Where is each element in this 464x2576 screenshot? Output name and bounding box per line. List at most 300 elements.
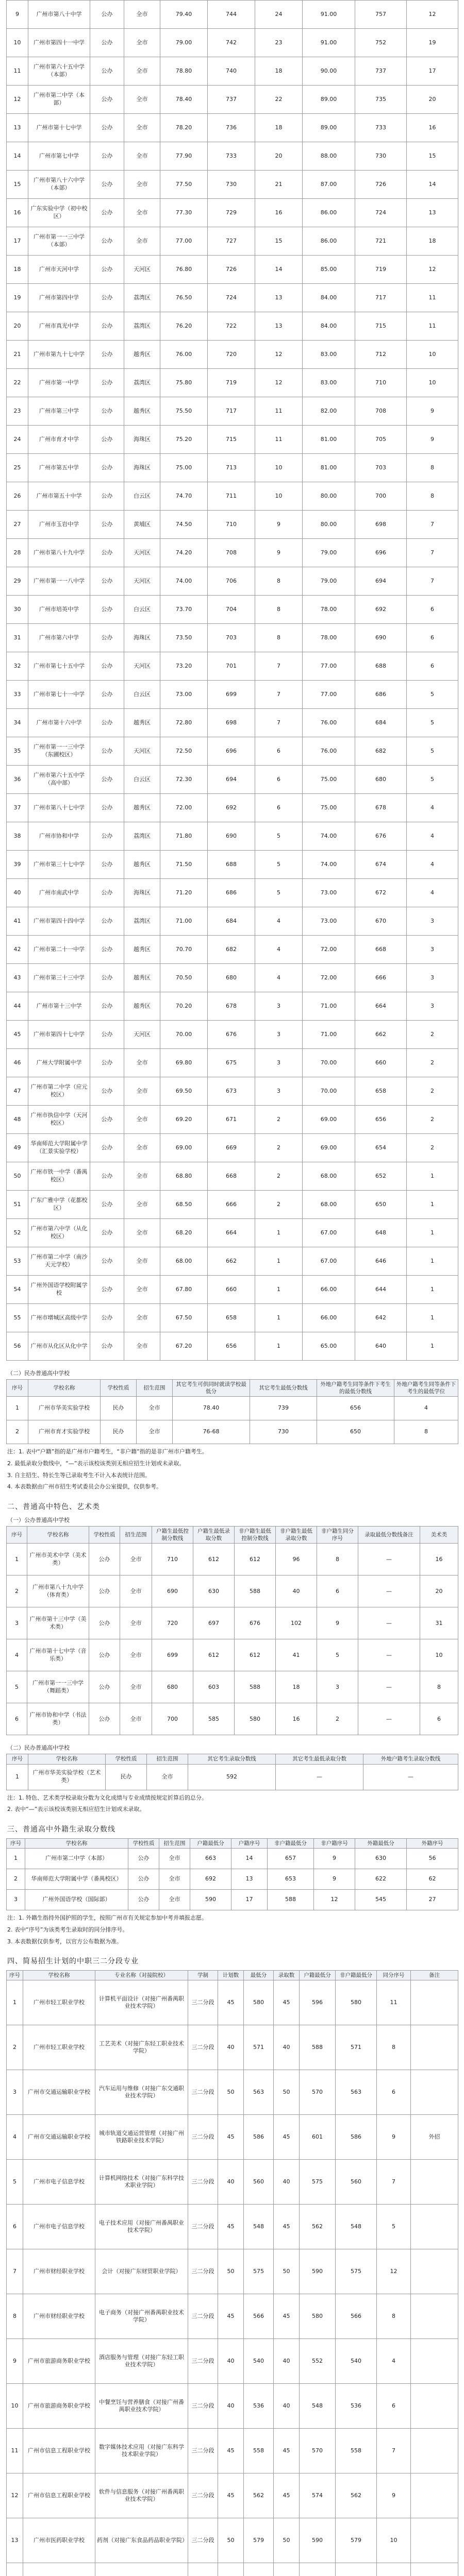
private-row-cell-0: 1 xyxy=(7,1397,28,1420)
arts-row xyxy=(7,1639,458,1671)
note-line: 注：1. 表中“户籍”指的是广州市户籍考生，“非户籍”指的是非广州市户籍考生。 xyxy=(7,1448,208,1455)
table-row-cell-6: 9 xyxy=(255,539,303,567)
table-row-cell-7: 79.00 xyxy=(303,539,355,567)
table-row-cell-6: 23 xyxy=(255,29,303,57)
table-row-cell-7: 88.00 xyxy=(303,142,355,171)
table-row-cell-1: 华南师范大学附属中学（汇景实验学校） xyxy=(28,1134,90,1162)
vocational-row-cell-3: 三二分段 xyxy=(188,2294,218,2339)
vocational-row-cell-10 xyxy=(411,1980,458,2025)
table-row-cell-9: 3 xyxy=(407,936,458,964)
table-row-cell-3: 全市 xyxy=(124,171,160,199)
private-section-title: （二）民办普通高中学校 xyxy=(7,1370,70,1377)
table-row-cell-4: 75.20 xyxy=(160,426,208,454)
table-row-cell-5: 724 xyxy=(208,284,255,312)
arts-row-cell-1: 广州市第八十九中学（体育类） xyxy=(27,1575,89,1607)
table-row-cell-1: 广州市第一中学 xyxy=(28,369,90,397)
arts-row-cell-8: 8 xyxy=(317,1544,358,1575)
table-row-cell-1: 广州市第七十五中学 xyxy=(28,652,90,681)
table-row-cell-8: 730 xyxy=(355,142,407,171)
table-row-cell-0: 47 xyxy=(7,1077,28,1106)
table-row-cell-8: 640 xyxy=(355,1332,407,1361)
arts-row-cell-6: 612 xyxy=(235,1544,276,1575)
table-row-cell-3: 全市 xyxy=(124,142,160,171)
arts-row-cell-1: 广州市第十三中学（美术类） xyxy=(27,1607,89,1639)
table-row-cell-6: 2 xyxy=(255,1134,303,1162)
table-row-cell-9: 7 xyxy=(407,567,458,596)
table-row-cell-0: 33 xyxy=(7,681,28,709)
arts-row-cell-4: 680 xyxy=(152,1671,193,1703)
table-row-cell-9: 5 xyxy=(407,709,458,737)
foreign-row-cell-0: 1 xyxy=(7,1849,25,1869)
table-row-cell-8: 708 xyxy=(355,397,407,426)
table-row xyxy=(7,1,458,29)
table-row-cell-6: 3 xyxy=(255,1021,303,1049)
table-row-cell-2: 公办 xyxy=(90,142,124,171)
table-row-cell-9: 18 xyxy=(407,227,458,256)
foreign-row-cell-1: 广州外国语学校（国际部） xyxy=(25,1890,128,1910)
table-row-cell-7: 87.00 xyxy=(303,171,355,199)
table-row-cell-6: 20 xyxy=(255,142,303,171)
vocational-row-cell-10 xyxy=(411,2294,458,2339)
table-row-cell-6: 3 xyxy=(255,992,303,1021)
table-row-cell-3: 全市 xyxy=(124,57,160,86)
arts-row-cell-3: 全市 xyxy=(120,1607,152,1639)
table-row-cell-9: 9 xyxy=(407,426,458,454)
table-row-cell-5: 699 xyxy=(208,681,255,709)
arts-row-cell-5: 697 xyxy=(193,1607,235,1639)
table-row-cell-0: 31 xyxy=(7,624,28,652)
table-row-cell-3: 荔湾区 xyxy=(124,312,160,341)
table-row-cell-7: 81.00 xyxy=(303,454,355,482)
vocational-row-cell-3: 三二分段 xyxy=(188,2249,218,2294)
table-row-cell-5: 713 xyxy=(208,454,255,482)
vocational-row-cell-1: 广州市旅游商务职业学校 xyxy=(23,2339,95,2384)
vocational-row xyxy=(7,2070,458,2115)
table-row-cell-4: 70.50 xyxy=(160,964,208,992)
table-row-cell-8: 690 xyxy=(355,624,407,652)
table-row-cell-4: 74.00 xyxy=(160,567,208,596)
vocational-row-cell-0: 4 xyxy=(7,2115,23,2160)
table-row-cell-4: 68.20 xyxy=(160,1219,208,1247)
table-row xyxy=(7,482,458,511)
vocational-row-cell-9: 5 xyxy=(377,2205,411,2249)
vocational-row-cell-2: 数字媒体技术应用（对接广东科学技术职业学院） xyxy=(95,2429,188,2473)
table-row xyxy=(7,1049,458,1077)
table-row-cell-5: 729 xyxy=(208,199,255,227)
table-row-cell-0: 52 xyxy=(7,1219,28,1247)
table-row-cell-3: 全市 xyxy=(124,1049,160,1077)
table-row-cell-7: 72.00 xyxy=(303,964,355,992)
vocational-row-cell-5: 560 xyxy=(244,2160,274,2205)
table-row-cell-9: 11 xyxy=(407,312,458,341)
table-row-cell-8: 666 xyxy=(355,964,407,992)
table-row xyxy=(7,511,458,539)
vocational-row-cell-4: 50 xyxy=(218,2518,244,2563)
arts-row-cell-2: 公办 xyxy=(89,1639,120,1671)
table-row-cell-6: 22 xyxy=(255,86,303,114)
arts-row-cell-9: — xyxy=(358,1703,420,1735)
foreign-row-cell-6: 653 xyxy=(268,1869,314,1890)
vocational-row-cell-10 xyxy=(411,2339,458,2384)
table-row-cell-7: 91.00 xyxy=(303,29,355,57)
table-row-cell-3: 越秀区 xyxy=(124,851,160,879)
table-row-cell-2: 公办 xyxy=(90,879,124,907)
table-row-cell-8: 658 xyxy=(355,1077,407,1106)
vocational-row-cell-2 xyxy=(95,2563,188,2576)
table-row-cell-5: 658 xyxy=(208,1304,255,1332)
vocational-row-cell-2: 工艺美术（对接广东轻工职业技术学院） xyxy=(95,2025,188,2070)
vocational-row-cell-5: 571 xyxy=(244,2025,274,2070)
table-row-cell-2: 公办 xyxy=(90,1332,124,1361)
vocational-row-cell-5: 548 xyxy=(244,2205,274,2249)
vocational-row-cell-10 xyxy=(411,2429,458,2473)
table-row-cell-4: 67.50 xyxy=(160,1304,208,1332)
table-row-cell-4: 73.00 xyxy=(160,681,208,709)
table-row-cell-7: 81.00 xyxy=(303,426,355,454)
table-row-cell-5: 727 xyxy=(208,227,255,256)
table-row-cell-2: 公办 xyxy=(90,1304,124,1332)
table-row-cell-9: 1 xyxy=(407,1191,458,1219)
table-row-cell-6: 8 xyxy=(255,596,303,624)
table-row-cell-4: 68.00 xyxy=(160,1247,208,1276)
vocational-row-cell-1: 广州市财经职业学校 xyxy=(23,2294,95,2339)
foreign-row-cell-5: 14 xyxy=(231,1849,268,1869)
table-row-cell-1: 广州市第八十中学 xyxy=(28,1,90,29)
table-row-cell-2: 公办 xyxy=(90,1134,124,1162)
vocational-row-cell-9: 6 xyxy=(377,2384,411,2429)
vocational-row-cell-2: 电子商务（对接广州番禺职业技术学院） xyxy=(95,2294,188,2339)
table-row-cell-6: 13 xyxy=(255,312,303,341)
table-row-cell-1: 广州市第七十一中学 xyxy=(28,681,90,709)
foreign-row-cell-9: 56 xyxy=(407,1849,458,1869)
vocational-row xyxy=(7,2429,458,2473)
foreign-row-cell-1: 华南师范大学附属中学（番禺校区） xyxy=(25,1869,128,1890)
table-row-cell-8: 670 xyxy=(355,907,407,936)
arts-row-cell-0: 5 xyxy=(7,1671,27,1703)
vocational-row-cell-8: 580 xyxy=(336,1980,377,2025)
arts-header-3: 招生范围 xyxy=(120,1527,152,1544)
arts-row-cell-3: 全市 xyxy=(120,1575,152,1607)
arts-row-cell-2: 公办 xyxy=(89,1544,120,1575)
vocational-row-cell-2: 会计（对接广东财贸职业学院） xyxy=(95,2249,188,2294)
vocational-row-cell-9: 8 xyxy=(377,2025,411,2070)
vocational-row-cell-10 xyxy=(411,2070,458,2115)
table-row-cell-6: 2 xyxy=(255,1162,303,1191)
table-row-cell-1: 广州市玉岩中学 xyxy=(28,511,90,539)
table-row-cell-2: 公办 xyxy=(90,1077,124,1106)
arts-header-1: 学校名称 xyxy=(27,1527,89,1544)
vocational-row-cell-0: 9 xyxy=(7,2339,23,2384)
foreign-header-8: 外籍最低分 xyxy=(355,1838,407,1848)
table-row-cell-3: 天河区 xyxy=(124,737,160,766)
vocational-header-6: 录取数 xyxy=(274,1971,300,1980)
arts-row-cell-5: 630 xyxy=(193,1575,235,1607)
table-row-cell-6: 3 xyxy=(255,1077,303,1106)
vocational-row-cell-0: 10 xyxy=(7,2384,23,2429)
table-row-cell-6: 21 xyxy=(255,171,303,199)
table-row-cell-1: 广州市第二十一中学 xyxy=(28,936,90,964)
table-row-cell-5: 668 xyxy=(208,1162,255,1191)
vocational-row xyxy=(7,2384,458,2429)
table-row-cell-8: 705 xyxy=(355,426,407,454)
vocational-row-cell-4: 40 xyxy=(218,2160,244,2205)
table-row xyxy=(7,907,458,936)
table-row-cell-0: 16 xyxy=(7,199,28,227)
table-row-cell-4: 72.30 xyxy=(160,766,208,794)
table-row-cell-3: 全市 xyxy=(124,1247,160,1276)
table-row-cell-0: 45 xyxy=(7,1021,28,1049)
table-row-cell-7: 78.00 xyxy=(303,624,355,652)
table-row-cell-8: 721 xyxy=(355,227,407,256)
table-row-cell-6: 10 xyxy=(255,482,303,511)
table-row-cell-1: 广州市南武中学 xyxy=(28,879,90,907)
table-row-cell-2: 公办 xyxy=(90,992,124,1021)
table-row-cell-0: 34 xyxy=(7,709,28,737)
table-row-cell-1: 广州市天河中学 xyxy=(28,256,90,284)
table-row-cell-1: 广州市第一一三中学（本部） xyxy=(28,227,90,256)
foreign-header-3: 招生范围 xyxy=(159,1838,190,1848)
table-row-cell-9: 5 xyxy=(407,766,458,794)
table-row-cell-0: 55 xyxy=(7,1304,28,1332)
table-row-cell-2: 公办 xyxy=(90,57,124,86)
table-row-cell-3: 白云区 xyxy=(124,766,160,794)
table-row-cell-9: 2 xyxy=(407,1106,458,1134)
table-row-cell-0: 37 xyxy=(7,794,28,822)
vocational-row-cell-6: 40 xyxy=(274,2339,300,2384)
table-row-cell-5: 708 xyxy=(208,539,255,567)
table-row-cell-8: 674 xyxy=(355,851,407,879)
table-row-cell-7: 68.00 xyxy=(303,1191,355,1219)
vocational-row xyxy=(7,2518,458,2563)
table-row-cell-1: 广州市第八十九中学 xyxy=(28,539,90,567)
table-row-cell-1: 广州市第五中学 xyxy=(28,454,90,482)
vocational-header-7: 户籍最低分 xyxy=(300,1971,336,1980)
table-row-cell-6: 4 xyxy=(255,936,303,964)
vocational-row-cell-0: 3 xyxy=(7,2070,23,2115)
table-row-cell-4: 78.80 xyxy=(160,57,208,86)
vocational-row-cell-9: 9 xyxy=(377,2473,411,2518)
table-row-cell-2: 公办 xyxy=(90,1021,124,1049)
private-row-cell-5: 730 xyxy=(250,1420,317,1444)
table-row-cell-6: 12 xyxy=(255,341,303,369)
arts-row-cell-1: 广州市第十七中学（音乐类） xyxy=(27,1639,89,1671)
arts-row xyxy=(7,1671,458,1703)
table-row-cell-4: 68.80 xyxy=(160,1162,208,1191)
table-row-cell-1: 广州市第二中学（南沙天元学校） xyxy=(28,1247,90,1276)
table-row-cell-6: 8 xyxy=(255,567,303,596)
vocational-row-cell-5: 562 xyxy=(244,2473,274,2518)
table-row-cell-1: 广州市第三十七中学 xyxy=(28,851,90,879)
table-row-cell-8: 672 xyxy=(355,879,407,907)
arts-private-cell-5: — xyxy=(276,1764,363,1790)
table-row-cell-7: 82.00 xyxy=(303,397,355,426)
table-row xyxy=(7,369,458,397)
table-row-cell-0: 13 xyxy=(7,114,28,142)
table-row-cell-9: 3 xyxy=(407,907,458,936)
table-row xyxy=(7,199,458,227)
table-row-cell-9: 4 xyxy=(407,822,458,851)
table-row-cell-6: 7 xyxy=(255,652,303,681)
arts-row-cell-8: 6 xyxy=(317,1575,358,1607)
arts-row xyxy=(7,1575,458,1607)
table-row-cell-4: 77.30 xyxy=(160,199,208,227)
table-row xyxy=(7,1162,458,1191)
table-row-cell-3: 天河区 xyxy=(124,539,160,567)
table-row-cell-1: 广州市第十三中学 xyxy=(28,992,90,1021)
table-row-cell-3: 全市 xyxy=(124,1191,160,1219)
arts-row-cell-10: 16 xyxy=(420,1544,458,1575)
arts-row-cell-0: 4 xyxy=(7,1639,27,1671)
table-row-cell-4: 71.80 xyxy=(160,822,208,851)
arts-row-cell-2: 公办 xyxy=(89,1575,120,1607)
note-line: 注：1. 外籍生指持外国护照的学生，按照广州市有关规定参加中考并填报志愿。 xyxy=(7,1914,207,1922)
table-row-cell-2: 公办 xyxy=(90,199,124,227)
vocational-row-cell-1: 广州市电子信息学校 xyxy=(23,2160,95,2205)
arts-row-cell-10: 31 xyxy=(420,1607,458,1639)
table-row xyxy=(7,1247,458,1276)
table-row xyxy=(7,1191,458,1219)
table-row-cell-2: 公办 xyxy=(90,737,124,766)
vocational-row-cell-1: 广州市轻工职业学校 xyxy=(23,2025,95,2070)
table-row-cell-8: 682 xyxy=(355,737,407,766)
table-row-cell-6: 6 xyxy=(255,737,303,766)
table-row-cell-9: 11 xyxy=(407,284,458,312)
vocational-row-cell-1: 广州市交通运输职业学校 xyxy=(23,2070,95,2115)
table-row-cell-7: 67.00 xyxy=(303,1219,355,1247)
table-row-cell-7: 90.00 xyxy=(303,57,355,86)
foreign-row-cell-0: 2 xyxy=(7,1869,25,1890)
vocational-program-table xyxy=(6,1970,458,2576)
notes-block-3 xyxy=(6,1913,458,1946)
table-row-cell-1: 广州市第五十中学 xyxy=(28,482,90,511)
table-row-cell-3: 天河区 xyxy=(124,1021,160,1049)
vocational-row-cell-7: 590 xyxy=(300,2249,336,2294)
table-row-cell-2: 公办 xyxy=(90,1276,124,1304)
table-row-cell-5: 737 xyxy=(208,86,255,114)
table-row-cell-5: 684 xyxy=(208,907,255,936)
table-row-cell-9: 4 xyxy=(407,794,458,822)
table-row xyxy=(7,1077,458,1106)
table-row-cell-8: 652 xyxy=(355,1162,407,1191)
table-row-cell-1: 广州大学附属中学 xyxy=(28,1049,90,1077)
table-row-cell-9: 3 xyxy=(407,992,458,1021)
table-row-cell-4: 79.40 xyxy=(160,1,208,29)
table-row-cell-3: 越秀区 xyxy=(124,341,160,369)
vocational-row-cell-5: 558 xyxy=(244,2429,274,2473)
vocational-row-cell-5: 566 xyxy=(244,2294,274,2339)
table-row-cell-3: 白云区 xyxy=(124,681,160,709)
vocational-row-cell-4: 45 xyxy=(218,2115,244,2160)
vocational-row-cell-4 xyxy=(218,2563,244,2576)
table-row-cell-7: 67.00 xyxy=(303,1247,355,1276)
table-row-cell-2: 公办 xyxy=(90,114,124,142)
table-row-cell-5: 692 xyxy=(208,794,255,822)
section-2-title: 二、普通高中特色、艺术类 xyxy=(7,1503,100,1512)
table-row-cell-4: 70.20 xyxy=(160,992,208,1021)
vocational-row-cell-1: 广州市交通运输职业学校 xyxy=(23,2115,95,2160)
table-row-cell-5: 736 xyxy=(208,114,255,142)
table-row-cell-2: 公办 xyxy=(90,964,124,992)
table-row-cell-8: 686 xyxy=(355,681,407,709)
table-row-cell-9: 17 xyxy=(407,57,458,86)
table-row-cell-5: 671 xyxy=(208,1106,255,1134)
foreign-row-cell-6: 588 xyxy=(268,1890,314,1910)
table-row-cell-0: 35 xyxy=(7,737,28,766)
vocational-row-cell-3: 三二分段 xyxy=(188,2384,218,2429)
table-row-cell-3: 白云区 xyxy=(124,596,160,624)
foreign-row xyxy=(7,1849,458,1869)
table-row-cell-5: 682 xyxy=(208,936,255,964)
table-row-cell-8: 715 xyxy=(355,312,407,341)
table-row-cell-7: 68.00 xyxy=(303,1162,355,1191)
vocational-row-cell-0: 8 xyxy=(7,2294,23,2339)
table-row-cell-5: 742 xyxy=(208,29,255,57)
table-row-cell-0: 43 xyxy=(7,964,28,992)
table-row-cell-0: 15 xyxy=(7,171,28,199)
table-row-cell-7: 91.00 xyxy=(303,1,355,29)
arts-row-cell-7: 41 xyxy=(276,1639,317,1671)
vocational-row-cell-5: 540 xyxy=(244,2339,274,2384)
table-row-cell-0: 22 xyxy=(7,369,28,397)
table-row-cell-8: 648 xyxy=(355,1219,407,1247)
table-row-cell-1: 广州市从化区从化中学 xyxy=(28,1332,90,1361)
vocational-row-cell-9: 6 xyxy=(377,2070,411,2115)
vocational-row-cell-1 xyxy=(23,2563,95,2576)
private-header-7: 外地户籍考生同等条件下考生的最低学位 xyxy=(394,1380,458,1397)
foreign-row-cell-4: 692 xyxy=(190,1869,231,1890)
table-row-cell-4: 74.20 xyxy=(160,539,208,567)
table-row-cell-3: 越秀区 xyxy=(124,992,160,1021)
table-row-cell-4: 76.50 xyxy=(160,284,208,312)
arts-row-cell-3: 全市 xyxy=(120,1703,152,1735)
table-row-cell-3: 白云区 xyxy=(124,482,160,511)
table-row xyxy=(7,567,458,596)
table-row-cell-7: 74.00 xyxy=(303,822,355,851)
table-row-cell-9: 4 xyxy=(407,851,458,879)
table-row-cell-5: 704 xyxy=(208,596,255,624)
vocational-row-cell-3: 三二分段 xyxy=(188,2160,218,2205)
table-row-cell-1: 广州市第二中学（应元校区） xyxy=(28,1077,90,1106)
table-row-cell-0: 14 xyxy=(7,142,28,171)
table-row xyxy=(7,1021,458,1049)
table-row-cell-8: 710 xyxy=(355,369,407,397)
table-row-cell-6: 16 xyxy=(255,199,303,227)
table-row-cell-1: 广州市第六中学（从化校区） xyxy=(28,1219,90,1247)
table-row-cell-3: 全市 xyxy=(124,1276,160,1304)
table-row-cell-8: 692 xyxy=(355,596,407,624)
private-header-5: 其它考生最低分数线 xyxy=(250,1380,317,1397)
table-row-cell-4: 72.50 xyxy=(160,737,208,766)
private-school-score-table xyxy=(6,1379,458,1444)
section-3-title: 三、普通高中外籍生录取分数线 xyxy=(7,1825,115,1834)
table-row-cell-0: 46 xyxy=(7,1049,28,1077)
arts-row-cell-5: 612 xyxy=(193,1639,235,1671)
vocational-row-cell-6: 45 xyxy=(274,2205,300,2249)
table-row-cell-3: 全市 xyxy=(124,114,160,142)
vocational-row-cell-10 xyxy=(411,2473,458,2518)
table-row-cell-6: 18 xyxy=(255,114,303,142)
table-row-cell-9: 7 xyxy=(407,511,458,539)
table-row-cell-3: 海珠区 xyxy=(124,426,160,454)
table-row-cell-3: 全市 xyxy=(124,227,160,256)
table-row-cell-5: 733 xyxy=(208,142,255,171)
table-row-cell-7: 69.00 xyxy=(303,1134,355,1162)
table-row-cell-5: 726 xyxy=(208,256,255,284)
table-row xyxy=(7,1134,458,1162)
arts-row xyxy=(7,1607,458,1639)
table-row-cell-7: 76.00 xyxy=(303,709,355,737)
table-row-cell-2: 公办 xyxy=(90,567,124,596)
